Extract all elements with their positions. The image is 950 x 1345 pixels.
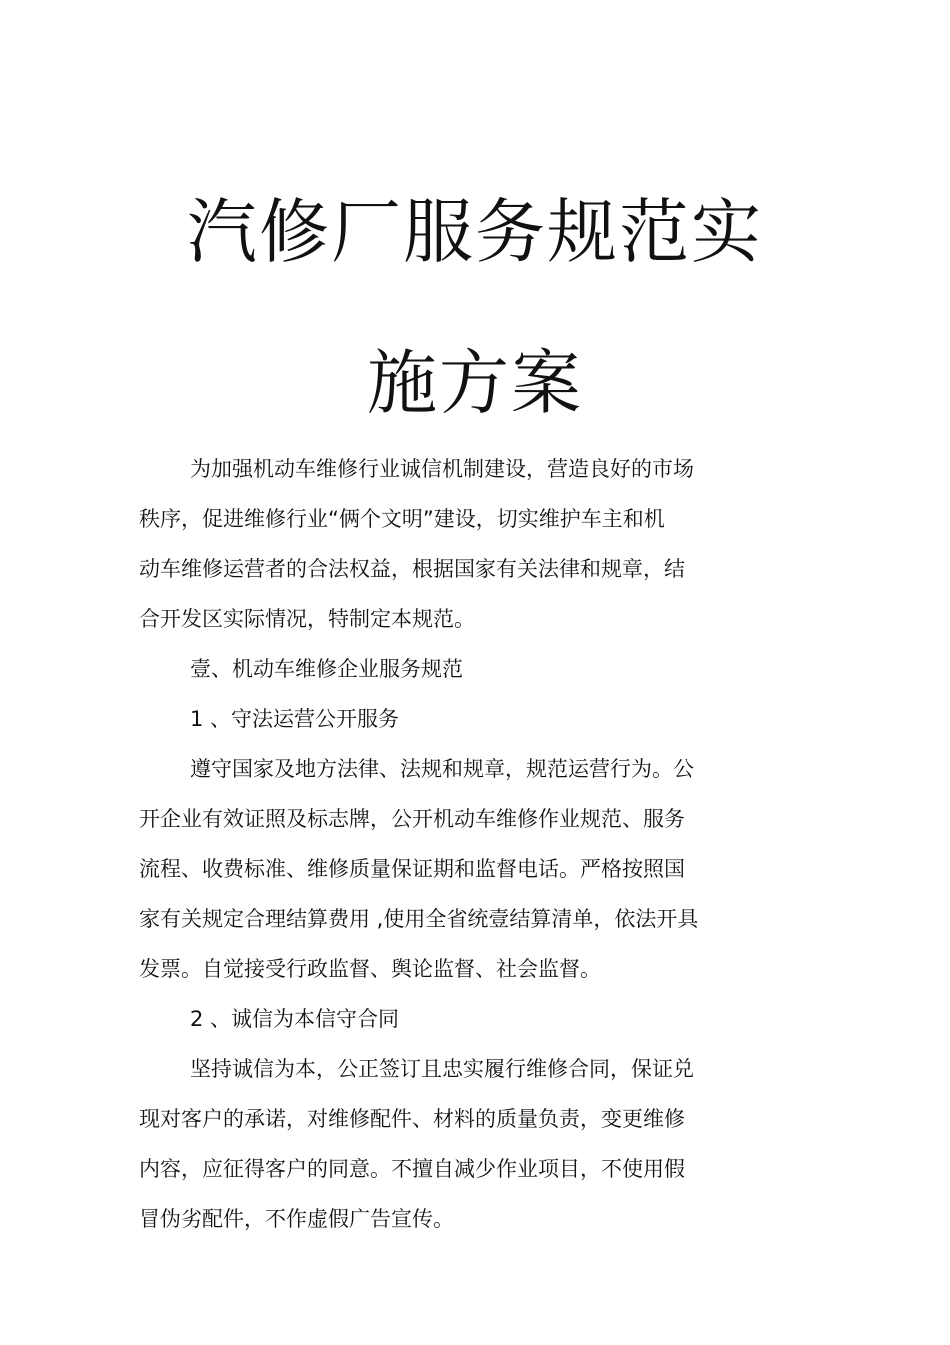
subsection-2-line-1: 坚持诚信为本，公正签订且忠实履行维修合同，保证兑 bbox=[190, 1057, 694, 1081]
subsection-2-line-3: 内容，应征得客户的同意。不擅自减少作业项目，不使用假 bbox=[139, 1157, 685, 1181]
subsection-1-line-3: 流程、收费标准、维修质量保证期和监督电话。严格按照国 bbox=[139, 857, 685, 881]
subsection-1-line-2: 开企业有效证照及标志牌，公开机动车维修作业规范、服务 bbox=[139, 807, 685, 831]
intro-paragraph-line-2: 秩序，促进维修行业“俩个文明”建设，切实维护车主和机 bbox=[139, 507, 665, 531]
subsection-2-line-2: 现对客户的承诺，对维修配件、材料的质量负责，变更维修 bbox=[139, 1107, 685, 1131]
section-heading: 壹、机动车维修企业服务规范 bbox=[190, 657, 463, 681]
intro-paragraph-line-1: 为加强机动车维修行业诚信机制建设，营造良好的市场 bbox=[190, 457, 694, 481]
document-title-line-2: 施方案 bbox=[367, 342, 583, 424]
subsection-1-line-5: 发票。自觉接受行政监督、舆论监督、社会监督。 bbox=[139, 957, 601, 981]
subsection-2-line-4: 冒伪劣配件，不作虚假广告宣传。 bbox=[139, 1207, 454, 1231]
subsection-1-line-1: 遵守国家及地方法律、法规和规章，规范运营行为。公 bbox=[190, 757, 694, 781]
document-title-line-1: 汽修厂服务规范实 bbox=[187, 191, 763, 273]
intro-paragraph-line-3: 动车维修运营者的合法权益，根据国家有关法律和规章，结 bbox=[139, 557, 685, 581]
subsection-heading-1: 1 、守法运营公开服务 bbox=[190, 707, 400, 731]
intro-paragraph-line-4: 合开发区实际情况，特制定本规范。 bbox=[139, 607, 475, 631]
subsection-1-line-4: 家有关规定合理结算费用 ,使用全省统壹结算清单，依法开具 bbox=[139, 907, 699, 931]
subsection-heading-2: 2 、诚信为本信守合同 bbox=[190, 1007, 400, 1031]
